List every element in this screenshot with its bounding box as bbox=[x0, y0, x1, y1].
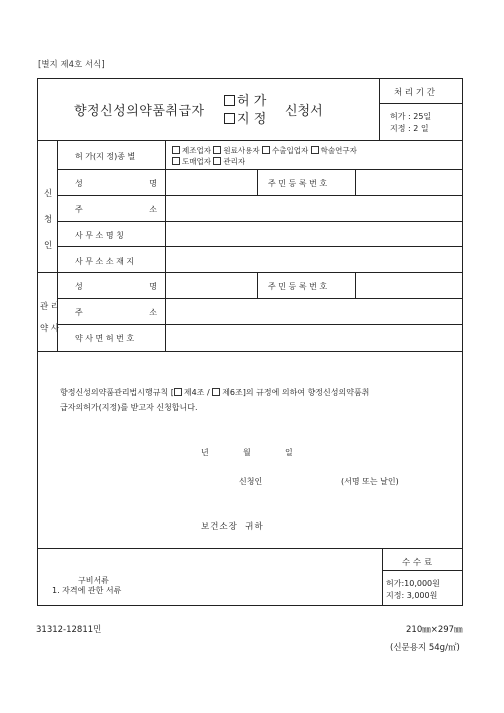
checkbox-icon[interactable] bbox=[172, 146, 180, 154]
pharmacist-address-label: 주 소 bbox=[75, 308, 157, 317]
applicant-address-label: 주 소 bbox=[75, 205, 157, 214]
divider bbox=[382, 548, 383, 606]
type-options-line2: 도매업자 관리자 bbox=[172, 156, 245, 167]
date-year: 년 bbox=[201, 448, 209, 457]
divider bbox=[379, 78, 380, 140]
checkbox-icon[interactable] bbox=[213, 146, 221, 154]
divider bbox=[37, 140, 463, 141]
checkbox-icon[interactable] bbox=[213, 157, 221, 165]
checkbox-icon[interactable] bbox=[311, 146, 319, 154]
checkbox-icon[interactable] bbox=[224, 113, 235, 124]
signature-note: (서명 또는 날인) bbox=[341, 477, 399, 486]
pharmacist-name-label: 성 명 bbox=[75, 282, 157, 291]
divider bbox=[355, 169, 356, 195]
documents-label: 구비서류 bbox=[78, 576, 109, 585]
divider bbox=[37, 548, 463, 549]
divider bbox=[355, 272, 356, 298]
checkbox-icon[interactable] bbox=[174, 388, 182, 396]
divider bbox=[57, 246, 463, 247]
divider bbox=[57, 324, 463, 325]
form-code: 31312-12811민 bbox=[36, 625, 102, 635]
divider bbox=[165, 169, 463, 170]
checkbox-icon[interactable] bbox=[262, 146, 270, 154]
date-day: 일 bbox=[285, 448, 293, 457]
date-month: 월 bbox=[243, 448, 251, 457]
divider bbox=[382, 570, 463, 571]
documents-item: 1. 자격에 관한 서류 bbox=[52, 586, 122, 595]
divider bbox=[257, 169, 258, 195]
type-label: 허 가(지 정)종 별 bbox=[75, 152, 136, 161]
title-option-designate: 지 정 bbox=[224, 108, 266, 127]
divider bbox=[57, 169, 165, 170]
fee-permit: 허가:10,000원 bbox=[386, 579, 440, 588]
fee-designate: 지정: 3,000원 bbox=[386, 591, 438, 600]
applicant-rrn-label: 주 민 등 록 번 호 bbox=[268, 179, 328, 188]
pharmacist-license-label: 약 사 면 허 번 호 bbox=[75, 334, 135, 343]
processing-permit: 허가 : 25일 bbox=[390, 112, 432, 121]
divider bbox=[165, 140, 166, 351]
statement-line1: 향정신성의약품관리법시행규칙 [ 제4조 / 제6조]의 규정에 의하여 향정신성의약품취 bbox=[60, 388, 370, 397]
divider bbox=[37, 351, 463, 352]
pharmacist-rrn-label: 주 민 등 록 번 호 bbox=[268, 282, 328, 291]
addressee: 보건소장 귀하 bbox=[201, 522, 264, 532]
applicant-office-location-label: 사 무 소 소 재 지 bbox=[75, 257, 135, 266]
divider bbox=[57, 221, 463, 222]
pharmacist-section-label: 관 리 약 사 bbox=[40, 302, 60, 334]
applicant-office-name-label: 사 무 소 명 칭 bbox=[75, 231, 124, 240]
title-suffix: 신청서 bbox=[285, 104, 323, 119]
applicant-signature-label: 신청인 bbox=[239, 477, 263, 486]
checkbox-icon[interactable] bbox=[224, 95, 235, 106]
processing-period-label: 처 리 기 간 bbox=[394, 88, 435, 98]
title-option-permit: 허 가 bbox=[224, 90, 266, 109]
fee-label: 수 수 료 bbox=[402, 558, 433, 568]
processing-designate: 지정 : 2 일 bbox=[390, 124, 429, 133]
type-options-line1: 제조업자 원료사용자 수출입업자 학술연구자 bbox=[172, 145, 357, 156]
divider bbox=[37, 272, 463, 273]
checkbox-icon[interactable] bbox=[212, 388, 220, 396]
statement-line2: 급자의허가(지정)를 받고자 신청합니다. bbox=[60, 403, 198, 412]
applicant-section-label: 신 청 인 bbox=[44, 189, 53, 251]
form-number-label: [별지 제4호 서식] bbox=[38, 60, 105, 70]
divider bbox=[257, 272, 258, 298]
paper-size: 210㎜×297㎜ bbox=[406, 625, 463, 635]
form-title: 향정신성의약품취급자 bbox=[74, 104, 205, 119]
paper-type: (신문용지 54g/㎡) bbox=[390, 643, 460, 653]
divider bbox=[57, 298, 463, 299]
divider bbox=[379, 103, 463, 104]
checkbox-icon[interactable] bbox=[172, 157, 180, 165]
divider bbox=[57, 195, 463, 196]
applicant-name-label: 성 명 bbox=[75, 179, 157, 188]
